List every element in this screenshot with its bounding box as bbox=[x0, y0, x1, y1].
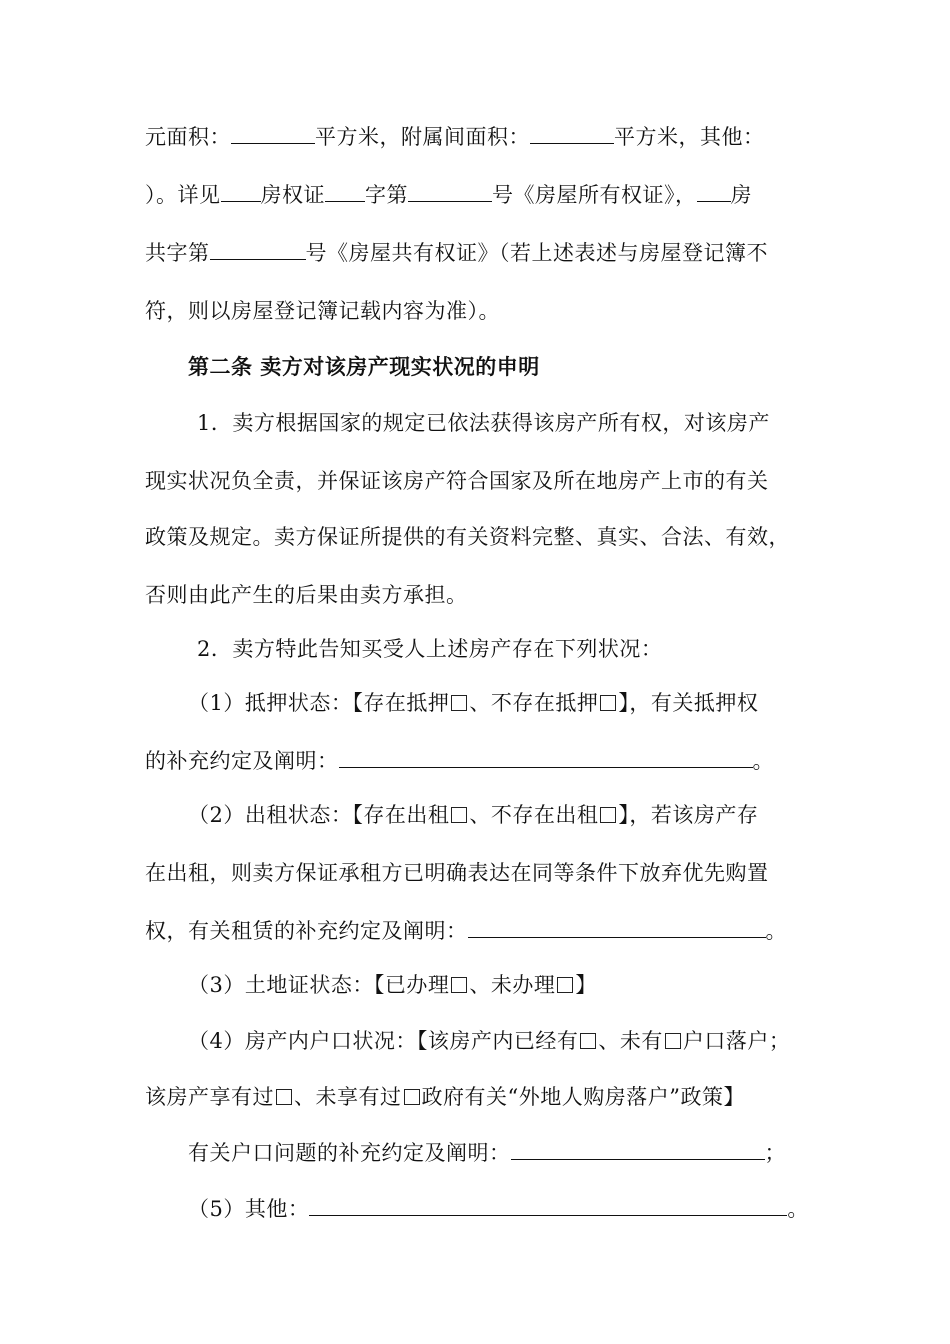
text: 房权证 bbox=[260, 183, 325, 207]
fill-blank[interactable] bbox=[339, 747, 753, 768]
text: 】 bbox=[575, 973, 597, 997]
text-line bbox=[145, 296, 500, 326]
text: 。 bbox=[765, 919, 787, 943]
text: 元面积： bbox=[145, 125, 231, 149]
text-line bbox=[188, 1138, 786, 1168]
text: （1）抵押状态：【存在抵押 bbox=[188, 691, 450, 715]
checkbox[interactable] bbox=[600, 807, 616, 823]
text: 、不存在抵押 bbox=[469, 691, 599, 715]
text: ）。详见 bbox=[145, 183, 221, 207]
item-land-cert bbox=[188, 970, 597, 1000]
text: 字第 bbox=[365, 183, 408, 207]
fill-blank[interactable] bbox=[325, 181, 365, 202]
fill-blank[interactable] bbox=[408, 181, 492, 202]
text: （2）出租状态：【存在出租 bbox=[188, 803, 450, 827]
text: 符，则以房屋登记簿记载内容为准）。 bbox=[145, 299, 500, 323]
text: 共字第 bbox=[145, 241, 210, 265]
text-line bbox=[145, 1082, 745, 1112]
text: 。 bbox=[752, 749, 774, 773]
text: （3）土地证状态：【已办理 bbox=[188, 973, 450, 997]
fill-blank[interactable] bbox=[468, 917, 766, 938]
checkbox[interactable] bbox=[580, 1033, 596, 1049]
item-other bbox=[188, 1194, 809, 1224]
text: 有关户口问题的补充约定及阐明： bbox=[188, 1141, 511, 1165]
text: 权，有关租赁的补充约定及阐明： bbox=[145, 919, 468, 943]
text: 户口落户； bbox=[682, 1029, 791, 1053]
text: 平方米，附属间面积： bbox=[315, 125, 530, 149]
fill-blank[interactable] bbox=[221, 181, 261, 202]
paragraph-line: 政策及规定。卖方保证所提供的有关资料完整、真实、合法、有效， bbox=[145, 525, 790, 549]
text: 政府有关“外地人购房落户”政策】 bbox=[421, 1085, 745, 1109]
fill-blank[interactable] bbox=[210, 239, 306, 260]
checkbox[interactable] bbox=[276, 1089, 292, 1105]
checkbox[interactable] bbox=[557, 977, 573, 993]
text: 、未有 bbox=[598, 1029, 663, 1053]
item-household bbox=[188, 1026, 790, 1056]
paragraph-line: 2．卖方特此告知买受人上述房产存在下列状况： bbox=[197, 637, 663, 661]
text-line bbox=[145, 916, 787, 946]
text: 】，有关抵押权 bbox=[618, 691, 759, 715]
fill-blank[interactable] bbox=[697, 181, 731, 202]
text-line bbox=[145, 180, 752, 210]
text: 、未享有过 bbox=[294, 1085, 402, 1109]
text: 该房产享有过 bbox=[145, 1085, 274, 1109]
text: 号《房屋所有权证》， bbox=[492, 183, 697, 207]
paragraph-line: 现实状况负全责，并保证该房产符合国家及所在地房产上市的有关 bbox=[145, 469, 769, 493]
fill-blank[interactable] bbox=[530, 123, 614, 144]
paragraph-line: 在出租，则卖方保证承租方已明确表达在同等条件下放弃优先购置 bbox=[145, 861, 769, 885]
item-lease bbox=[188, 800, 758, 830]
fill-blank[interactable] bbox=[309, 1195, 787, 1216]
text: （5）其他： bbox=[188, 1197, 310, 1221]
checkbox[interactable] bbox=[451, 695, 467, 711]
paragraph-line: 1．卖方根据国家的规定已依法获得该房产所有权，对该房产 bbox=[197, 411, 770, 435]
fill-blank[interactable] bbox=[511, 1139, 765, 1160]
text: （4）房产内户口状况：【该房产内已经有 bbox=[188, 1029, 579, 1053]
checkbox[interactable] bbox=[404, 1089, 420, 1105]
text: 、不存在出租 bbox=[469, 803, 599, 827]
text: 、未办理 bbox=[469, 973, 556, 997]
text: 。 bbox=[787, 1197, 809, 1221]
text: 的补充约定及阐明： bbox=[145, 749, 339, 773]
text-line bbox=[145, 746, 774, 776]
checkbox[interactable] bbox=[451, 807, 467, 823]
text: 平方米，其他： bbox=[614, 125, 765, 149]
checkbox[interactable] bbox=[451, 977, 467, 993]
fill-blank[interactable] bbox=[231, 123, 315, 144]
text-line bbox=[145, 238, 768, 268]
text: ； bbox=[764, 1141, 786, 1165]
paragraph-line: 否则由此产生的后果由卖方承担。 bbox=[145, 583, 468, 607]
checkbox[interactable] bbox=[600, 695, 616, 711]
text: 】，若该房产存 bbox=[618, 803, 759, 827]
text: 号《房屋共有权证》（若上述表述与房屋登记簿不 bbox=[305, 241, 768, 265]
item-mortgage bbox=[188, 688, 758, 718]
checkbox[interactable] bbox=[665, 1033, 681, 1049]
text: 房 bbox=[730, 183, 752, 207]
section-heading: 第二条 卖方对该房产现实状况的申明 bbox=[188, 354, 540, 379]
text-line bbox=[145, 122, 765, 152]
